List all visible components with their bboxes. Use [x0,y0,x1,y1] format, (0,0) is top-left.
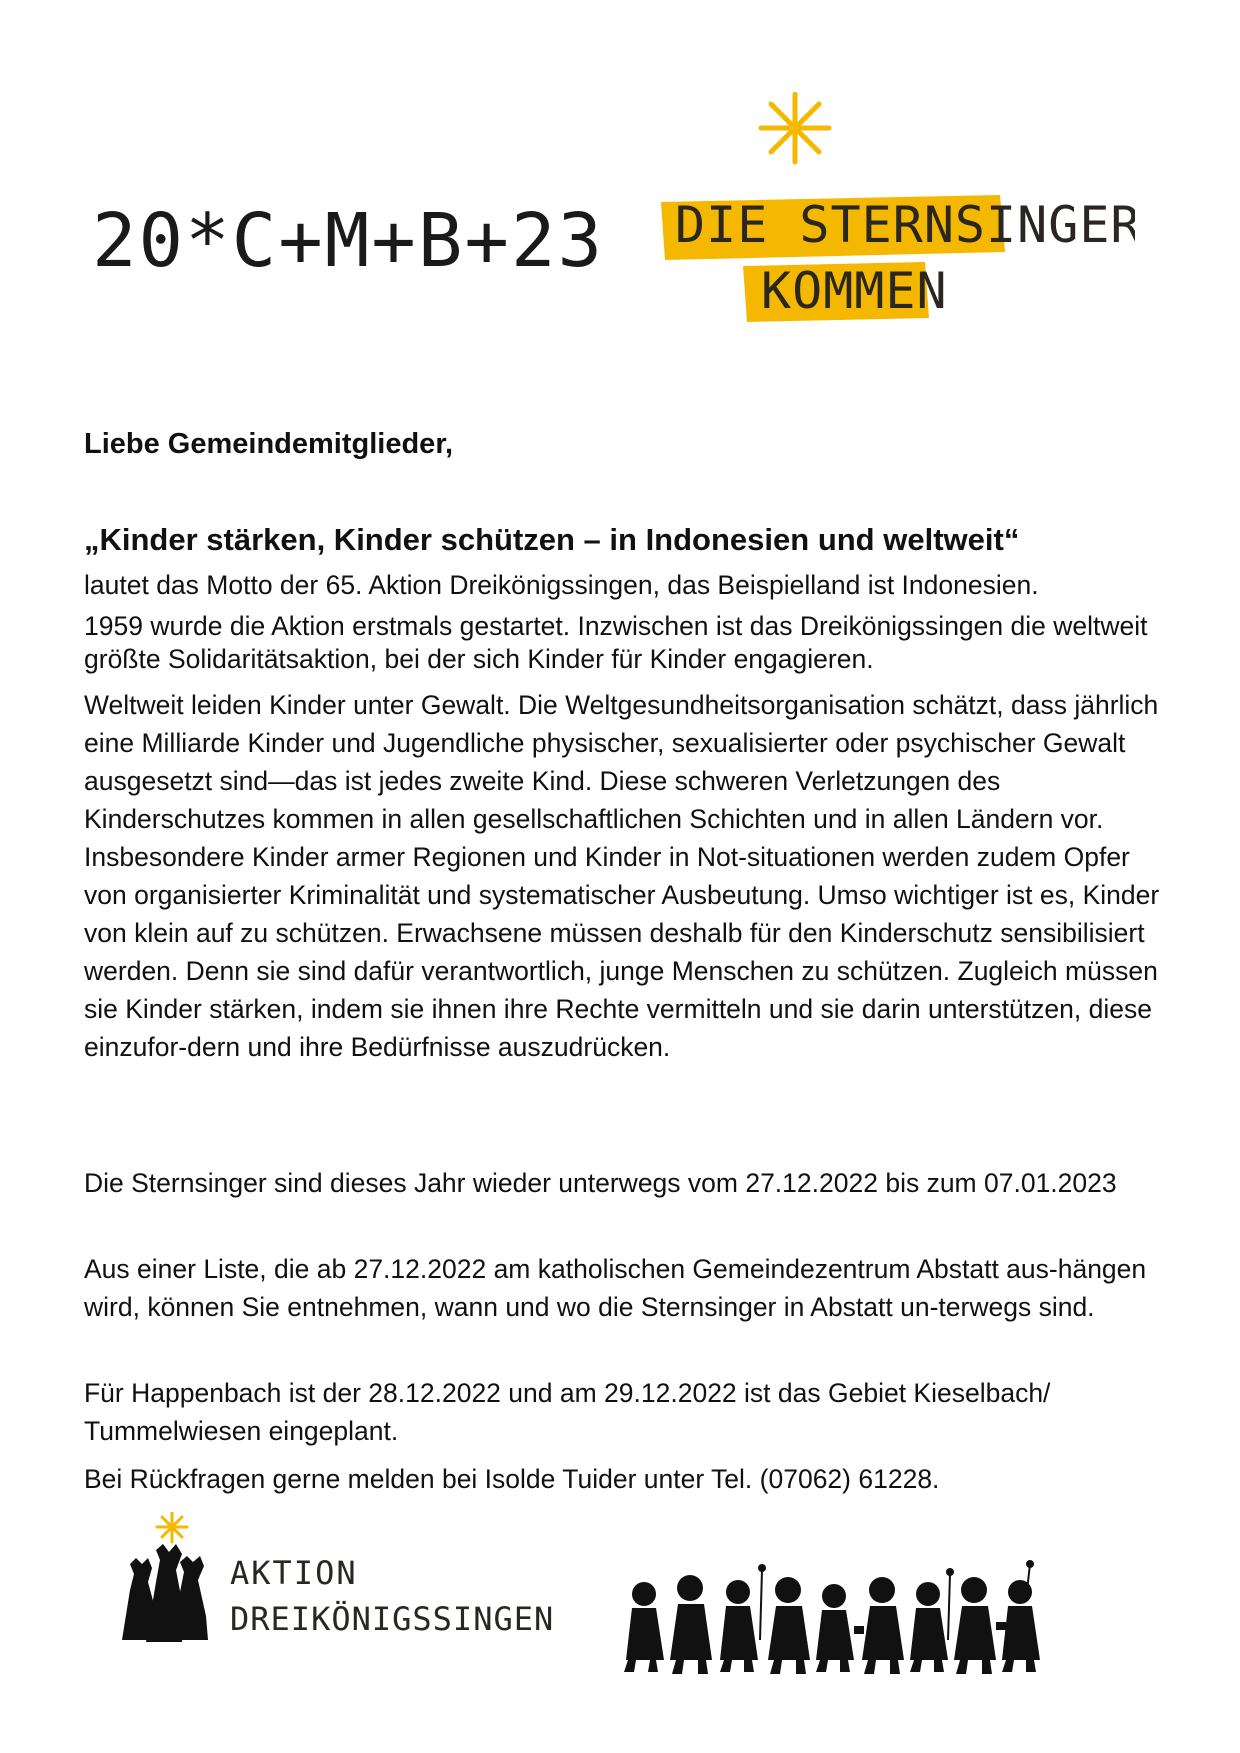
paragraph-history: 1959 wurde die Aktion erstmals gestartet. Inzwischen ist das Dreikönigssingen die weltweit größte Solidaritätsaktion, bei der sich Kinder für Kinder engagieren. [84,611,1148,674]
singer-silhouette-icon [768,1577,810,1674]
three-kings-silhouette-icon [122,1544,208,1642]
singer-silhouette-icon [720,1564,766,1672]
star-icon [761,94,829,162]
intro-text [84,566,1174,604]
sternsinger-procession-silhouettes [620,1560,1045,1680]
badge-line-1: DIE STERNSINGER [675,196,1135,254]
motto-heading: „Kinder stärken, Kinder schützen – in Indonesien und weltweit“ [84,522,1020,557]
badge-line-2: KOMMEN [761,262,948,320]
singer-silhouette-icon [910,1568,954,1672]
history-text [84,610,1174,676]
small-star-icon [157,1512,187,1542]
violence-text [84,686,1174,1066]
singer-silhouette-icon [954,1577,1006,1674]
singer-silhouette-icon [816,1584,864,1672]
aktion-line-1: AKTION [230,1554,358,1592]
schedule-list [84,1250,1174,1326]
aktion-line-2: DREIKÖNIGSSINGEN [230,1600,555,1638]
paragraph-violence: Weltweit leiden Kinder unter Gewalt. Die Weltgesundheitsorganisation schätzt, dass jährlich eine Milliarde Kinder und Jugendliche physischer, sexualisierter oder psychischer Gewalt ausgesetzt sind—das ist jedes zweite Kind. Diese schweren Verletzungen des Kinderschutzes kommen in allen gesellschaftlichen Schichten und in allen Ländern vor. Insbesondere Kinder armer Regionen und Kinder in Not-situationen werden zudem Opfer von organisierter Kriminalität und systematischer Ausbeutung. Umso wichtiger ist es, Kinder von klein auf zu schützen. Erwachsene müssen deshalb für den Kinderschutz sensibilisiert werden. Denn sie sind dafür verantwortlich, junge Menschen zu schützen. Zugleich müssen sie Kinder stärken, indem sie ihnen ihre Rechte vermitteln und sie darin unterstützen, diese einzufor-dern und ihre Bedürfnisse auszudrücken. [84,690,1160,1062]
singer-silhouette-icon [1002,1560,1040,1672]
paragraph-motto-intro: lautet das Motto der 65. Aktion Dreikönigssingen, das Beispielland ist Indonesien. [84,570,1039,600]
aktion-dreikoenigssingen-logo [112,1512,612,1652]
paragraph-list: Aus einer Liste, die ab 27.12.2022 am katholischen Gemeindezentrum Abstatt aus-hängen wird, können Sie entnehmen, wann und wo die Sternsinger in Abstatt un-terwegs sind. [84,1254,1147,1322]
sternsinger-kommen-logo [655,92,1135,367]
paragraph-dates: Die Sternsinger sind dieses Jahr wieder unterwegs vom 27.12.2022 bis zum 07.01.2023 [84,1168,1117,1198]
schedule-areas [84,1374,1174,1450]
singer-silhouette-icon [670,1575,712,1674]
singer-silhouette-icon [624,1582,664,1672]
singer-silhouette-icon [862,1577,904,1674]
year-code-text: 20*C+M+B+23 [92,198,605,284]
schedule-dates [84,1164,1174,1202]
paragraph-contact: Bei Rückfragen gerne melden bei Isolde Tuider unter Tel. (07062) 61228. [84,1464,940,1494]
contact-info [84,1460,1174,1498]
paragraph-areas: Für Happenbach ist der 28.12.2022 und am 29.12.2022 ist das Gebiet Kieselbach/ Tummelwiesen eingeplant. [84,1378,1051,1446]
year-code-logo [92,196,652,306]
greeting: Liebe Gemeindemitglieder, [84,428,454,460]
